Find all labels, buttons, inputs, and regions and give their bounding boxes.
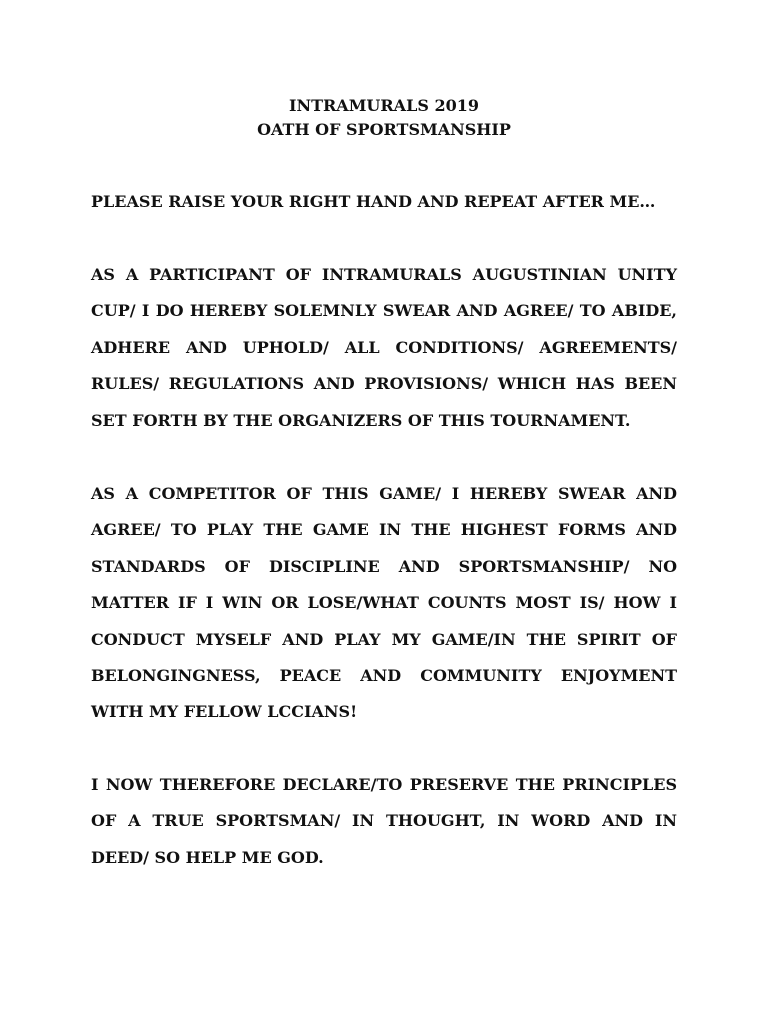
title-line-oath: OATH OF SPORTSMANSHIP: [257, 120, 511, 139]
intro-instruction: PLEASE RAISE YOUR RIGHT HAND AND REPEAT AFTER ME…: [91, 192, 656, 211]
title-line-event: INTRAMURALS 2019: [288, 96, 479, 115]
oath-paragraph-competitor: AS A COMPETITOR OF THIS GAME/ I HEREBY SWEAR AND AGREE/ TO PLAY THE GAME IN THE HIGHEST FORMS AND STANDARDS OF DISCIPLINE AND SPORTSMANSHIP/ NO MATTER IF I WIN OR LOSE/WHAT COUNTS MOST IS/ HOW I CONDUCT MYSELF AND PLAY MY GAME/IN THE SPIRIT OF BELONGINGNESS, PEACE AND COMMUNITY ENJOYMENT WITH MY FELLOW LCCIANS!: [91, 484, 677, 722]
oath-paragraph-declaration: I NOW THEREFORE DECLARE/TO PRESERVE THE PRINCIPLES OF A TRUE SPORTSMAN/ IN THOUGHT, IN WORD AND IN DEED/ SO HELP ME GOD.: [91, 775, 677, 867]
document-title: [0, 94, 768, 142]
oath-paragraph-participant: AS A PARTICIPANT OF INTRAMURALS AUGUSTINIAN UNITY CUP/ I DO HEREBY SOLEMNLY SWEAR AND AGREE/ TO ABIDE, ADHERE AND UPHOLD/ ALL CONDITIONS/ AGREEMENTS/ RULES/ REGULATIONS AND PROVISIONS/ WHICH HAS BEEN SET FORTH BY THE ORGANIZERS OF THIS TOURNAMENT.: [91, 265, 677, 430]
